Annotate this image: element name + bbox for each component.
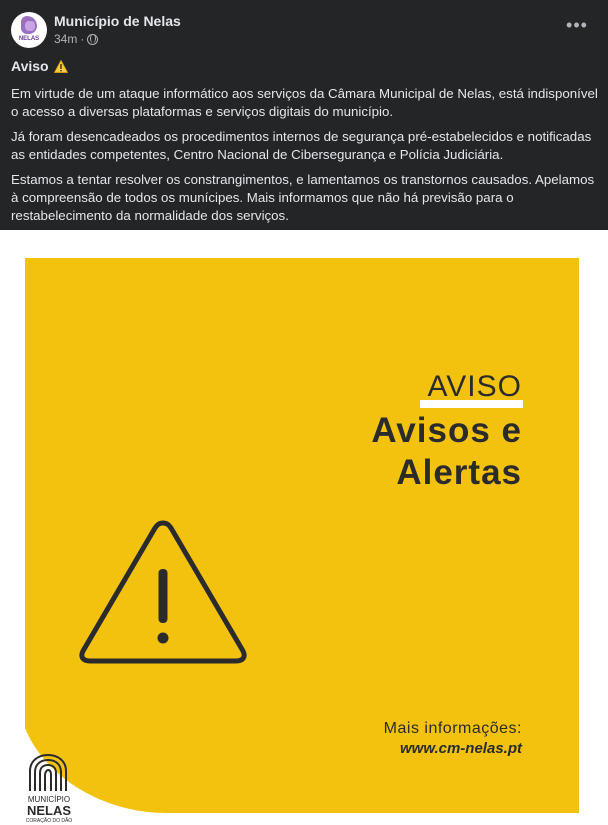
image-title-line-2: Alertas (396, 453, 522, 492)
post-header (0, 0, 608, 54)
post-paragraph-1: Em virtude de um ataque informático aos serviços da Câmara Municipal de Nelas, está indisponível o acesso a diversas plataformas e serviços digitais do município. (11, 86, 598, 119)
image-kicker: AVISO (427, 370, 522, 403)
post-meta (54, 32, 98, 46)
more-options-button[interactable]: ••• (566, 15, 588, 35)
more-info-label: Mais informações: (383, 720, 522, 737)
image-title (371, 410, 522, 494)
avatar-logo-detail (25, 21, 35, 31)
warning-icon (54, 60, 68, 73)
website-url: www.cm-nelas.pt (400, 740, 522, 757)
page-avatar[interactable] (11, 12, 47, 48)
avatar-label: NELAS (18, 36, 40, 42)
post-title (11, 57, 601, 75)
post-title-text: Aviso (11, 58, 49, 74)
post-time[interactable]: 34m (54, 32, 78, 46)
logo-line-2: NELAS (26, 803, 72, 818)
image-title-line-1: Avisos e (371, 411, 522, 450)
logo-line-1: MUNICÍPIO (27, 795, 71, 804)
warning-triangle-icon (77, 515, 249, 667)
post-paragraph-2: Já foram desencadeados os procedimentos internos de segurança pré-estabelecidos e notificadas as entidades competentes, Centro Nacional de Cibersegurança e Polícia Judiciária. (11, 129, 592, 162)
page-name-link[interactable]: Município de Nelas (54, 13, 181, 29)
logo-line-3: CORAÇÃO DO DÃO (25, 818, 73, 824)
post-paragraph-3: Estamos a tentar resolver os constrangimentos, e lamentamos os transtornos causados. Apelamos à compreensão de todos os munícipes. Mais informamos que não há previsão para o restabelecimento da normalidade dos serviços. (11, 172, 595, 223)
post-text (11, 57, 601, 232)
nelas-logo-icon (26, 753, 72, 793)
post-image[interactable] (0, 230, 608, 825)
globe-icon (87, 34, 98, 45)
meta-separator: · (80, 32, 85, 46)
